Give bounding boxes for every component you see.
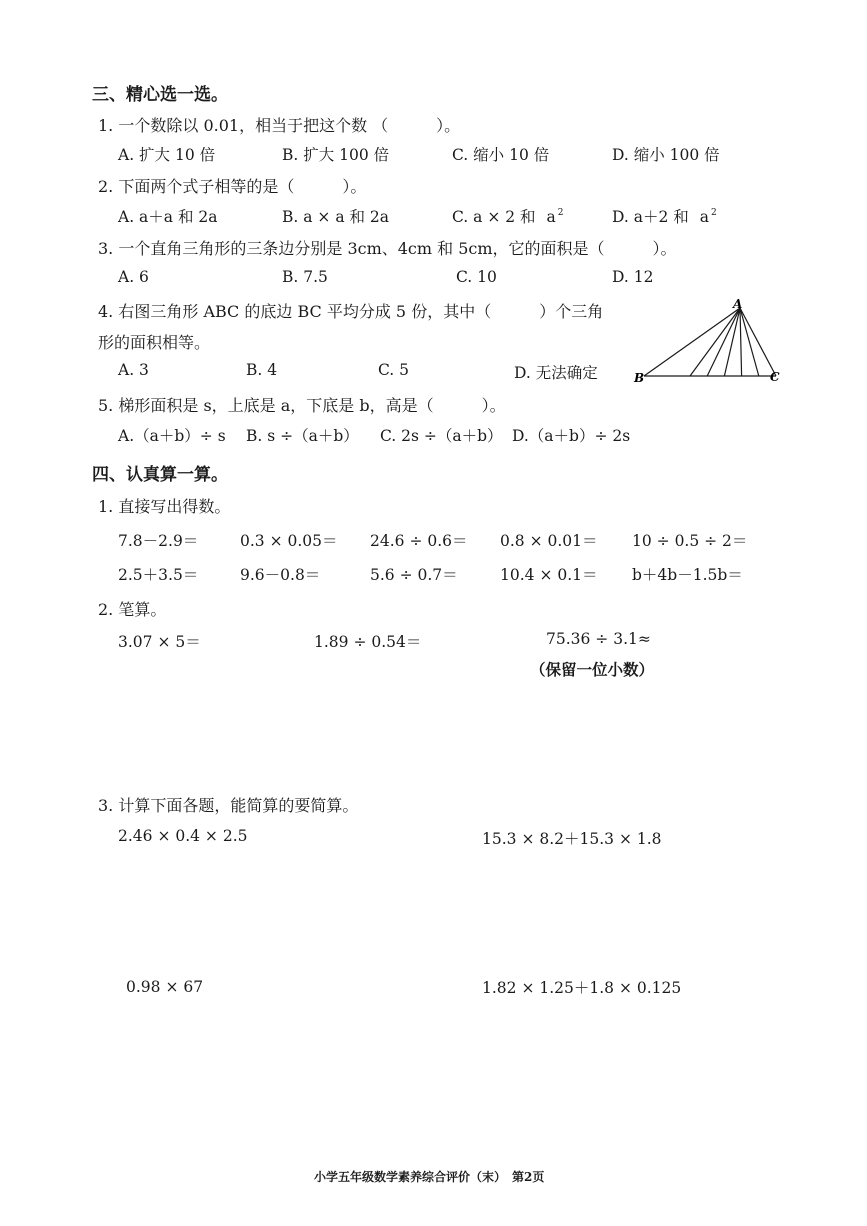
simplify-calc-1: 2.46 × 0.4 × 2.5	[118, 827, 248, 845]
q2-option-c	[452, 205, 563, 227]
written-calc-1: 3.07 × 5＝	[118, 633, 201, 651]
q1-option-a: A. 扩大 10 倍	[118, 146, 216, 164]
triangle-abc-figure	[630, 294, 790, 386]
oral-calc-10: b＋4b－1.5b＝	[632, 566, 743, 584]
question-2-text: 2. 下面两个式子相等的是（ ）。	[98, 177, 367, 196]
q5-option-b: B. s ÷（a＋b）	[246, 427, 359, 445]
q5-option-c: C. 2s ÷（a＋b）	[380, 427, 503, 445]
q1-option-d: D. 缩小 100 倍	[612, 146, 720, 164]
rounding-note: （保留一位小数）	[530, 660, 655, 679]
q4-option-b: B. 4	[246, 361, 278, 379]
q3-option-d: D. 12	[612, 268, 654, 286]
oral-calc-5: 10 ÷ 0.5 ÷ 2＝	[632, 532, 748, 550]
section-4-heading: 四、认真算一算。	[92, 465, 228, 485]
q2-option-b: B. a × a 和 2a	[282, 208, 390, 226]
question-3-text: 3. 一个直角三角形的三条边分别是 3cm、4cm 和 5cm，它的面积是（ ）。	[98, 239, 677, 258]
division-line-1	[707, 308, 740, 376]
vertex-a-label: A	[733, 297, 743, 311]
part-2-title: 2. 笔算。	[98, 600, 167, 619]
page-footer: 小学五年级数学素养综合评价（末） 第2页	[314, 1170, 545, 1184]
side-ab	[644, 308, 740, 376]
q5-option-d: D.（a＋b）÷ 2s	[512, 427, 631, 445]
oral-calc-9: 10.4 × 0.1＝	[500, 566, 598, 584]
simplify-calc-4: 1.82 × 1.25＋1.8 × 0.125	[482, 979, 682, 997]
q2-option-d-square: a $^2$	[699, 208, 717, 226]
q2-option-d-label: D. a＋2 和	[612, 208, 689, 226]
oral-calc-8: 5.6 ÷ 0.7＝	[370, 566, 458, 584]
question-5-text: 5. 梯形面积是 s，上底是 a，下底是 b，高是（ ）。	[98, 396, 506, 415]
part-1-title: 1. 直接写出得数。	[98, 497, 231, 516]
q2-option-c-label: C. a × 2 和	[452, 208, 536, 226]
simplify-calc-3: 0.98 × 67	[126, 978, 204, 996]
simplify-calc-2: 15.3 × 8.2＋15.3 × 1.8	[482, 830, 662, 848]
q2-option-a: A. a＋a 和 2a	[118, 208, 218, 226]
written-calc-2: 1.89 ÷ 0.54＝	[314, 633, 422, 651]
question-4-line-1: 4. 右图三角形 ABC 的底边 BC 平均分成 5 份，其中（ ）个三角	[98, 302, 604, 321]
written-calc-3: 75.36 ÷ 3.1≈	[546, 630, 651, 648]
oral-calc-4: 0.8 × 0.01＝	[500, 532, 598, 550]
q2-option-d	[612, 205, 717, 227]
q1-option-b: B. 扩大 100 倍	[282, 146, 390, 164]
division-line-4	[740, 308, 759, 376]
q3-option-a: A. 6	[118, 268, 149, 286]
part-3-title: 3. 计算下面各题，能简算的要简算。	[98, 796, 359, 815]
division-line-3	[740, 308, 742, 376]
q4-option-c: C. 5	[378, 361, 410, 379]
oral-calc-3: 24.6 ÷ 0.6＝	[370, 532, 468, 550]
vertex-b-label: B	[634, 371, 645, 385]
question-4-line-2: 形的面积相等。	[98, 333, 211, 352]
q3-option-c: C. 10	[456, 268, 497, 286]
q4-option-d: D. 无法确定	[514, 364, 598, 382]
vertex-c-label: C	[770, 370, 780, 384]
section-3-heading: 三、精心选一选。	[92, 85, 228, 105]
q5-option-a: A.（a＋b）÷ s	[118, 427, 226, 445]
q1-option-c: C. 缩小 10 倍	[452, 146, 550, 164]
oral-calc-6: 2.5＋3.5＝	[118, 566, 199, 584]
oral-calc-1: 7.8－2.9＝	[118, 532, 199, 550]
oral-calc-2: 0.3 × 0.05＝	[240, 532, 338, 550]
side-ac	[740, 308, 776, 376]
oral-calc-7: 9.6－0.8＝	[240, 566, 321, 584]
question-1-text: 1. 一个数除以 0.01，相当于把这个数 （ ）。	[98, 116, 461, 135]
q3-option-b: B. 7.5	[282, 268, 328, 286]
q2-option-c-square: a $^2$	[546, 208, 564, 226]
q4-option-a: A. 3	[118, 361, 149, 379]
